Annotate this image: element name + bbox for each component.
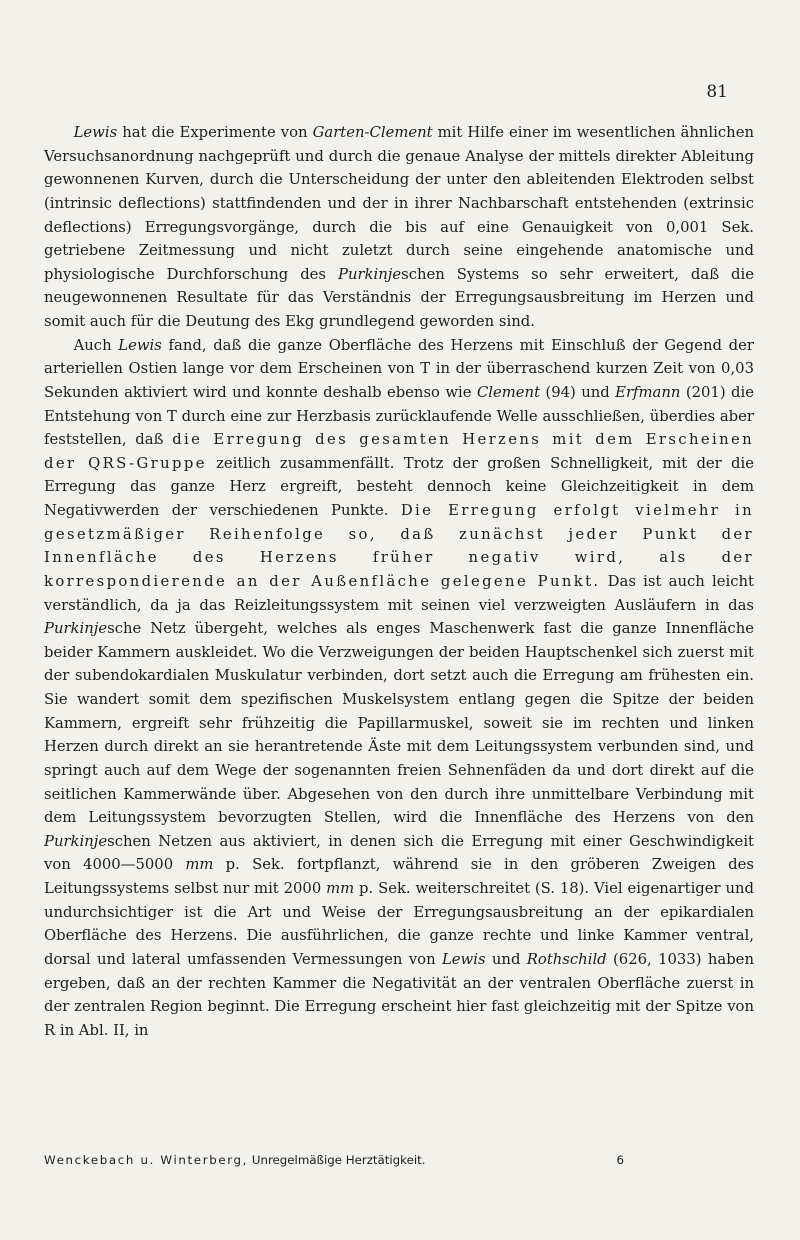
author-name: Lewis — [118, 336, 162, 354]
author-name: Garten-Clement — [312, 124, 433, 141]
author-name: Rothschild — [526, 950, 607, 968]
text-run: Auch — [73, 336, 119, 354]
text-run: (626, 1033) haben ergeben, daß an der rechten Kammer die Negativität an der ventralen Oberfläche zuerst in der zentralen Region beginnt. Die Erregung erscheint hier fast gleichzeitig mit der Spitze von R in Abl. II, in — [44, 950, 754, 1039]
page-number: 81 — [706, 82, 728, 102]
footer-citation — [44, 1153, 426, 1167]
author-name: Purkinje — [44, 832, 108, 850]
paragraph-2 — [44, 334, 754, 1043]
text-run: (94) und — [540, 383, 616, 401]
footer-title: Unregelmäßige Herztätigkeit. — [251, 1153, 426, 1167]
text-run: mit Hilfe einer im wesentlichen ähnlichen Versuchsanordnung nachgeprüft und durch die genaue Analyse der mittels direkter Ableitung gewonnenen Kurven, durch die Unterscheidung der unter den ableitenden Elektroden selbst (intrinsic deflections) stattfindenden und der in ihrer Nachbarschaft entstehenden (extrinsic deflections) Erregungsvorgänge, durch die bis auf eine Genauigkeit von 0,001 Sek. getriebene Zeitmessung und nicht zuletzt durch seine eingehende anatomische und physiologische Durchforschung des — [44, 124, 754, 283]
text-run: p. Sek. weiterschreitet (S. 18). Viel eigenartiger und undurchsichtiger ist die Art und Weise der Erregungsausbreitung an der epikardialen Oberfläche des Herzens. Die ausführlichen, die ganze rechte und linke Kammer ventral, dorsal und lateral umfassenden Vermessungen von — [44, 880, 754, 968]
author-name: Purkinje — [338, 265, 402, 283]
author-name: Lewis — [441, 950, 486, 968]
text-run: p. Sek. fortpflanzt, während sie in den gröberen Zweigen des Leitungssystems selbst nur mit 2000 — [44, 856, 754, 897]
text-run: schen Netzen aus aktiviert, in denen sich die Erregung mit einer Geschwindigkeit von 4000—5000 — [44, 832, 754, 874]
author-name: Lewis — [73, 124, 118, 141]
text-run: (201) die Entstehung von T durch eine zur Herzbasis zurücklaufende Welle ausschließen, überdies aber feststellen, daß — [44, 383, 754, 449]
paragraph-1 — [44, 121, 754, 334]
text-run: schen Systems so sehr erweitert, daß die neugewonnenen Resultate für das Verständnis der Erregungsausbreitung im Herzen und somit auch für die Deutung des Ekg grundlegend geworden sind. — [44, 265, 755, 330]
author-name: Erfmann — [615, 383, 681, 401]
text-run: Das ist auch leicht verständlich, da ja das Reizleitungssystem mit seinen viel verzweigten Ausläufern in das — [44, 572, 754, 614]
text-run: hat die Experimente von — [117, 124, 313, 141]
emphasized-text: die Erregung des gesamten Herzens mit dem Erscheinen der QRS-Gruppe — [44, 431, 755, 472]
text-run: zeitlich zusammenfällt. Trotz der großen Schnelligkeit, mit der die Erregung das ganze Herz ergreift, besteht dennoch keine Gleichzeitigkeit in dem Negativwerden der verschiedenen Punkte. — [44, 454, 754, 519]
text-run: und — [485, 950, 527, 968]
unit: mm — [326, 880, 355, 897]
body-text — [44, 121, 754, 1042]
author-name: Clement — [476, 383, 541, 401]
footer — [44, 1153, 624, 1167]
footer-signature: 6 — [616, 1153, 624, 1167]
text-run: sche Netz übergeht, welches als enges Maschenwerk fast die ganze Innenfläche beider Kammern auskleidet. Wo die Verzweigungen der beiden Hauptschenkel sich zuerst mit der subendokardialen Muskulatur verbinden, dort setzt auch die Erregung am frühesten ein. Sie wandert somit dem spezifischen Muskelsystem entlang gegen die Spitze der beiden Kammern, ergreift sehr frühzeitig die Papillarmuskel, soweit sie im rechten und linken Herzen durch direkt an sie herantretende Äste mit dem Leitungssystem verbunden sind, und springt auch auf dem Wege der sogenannten freien Sehnenfäden da und dort direkt auf die seitlichen Kammerwände über. Abgesehen von den durch ihre unmittelbare Verbindung mit dem Leitungssystem bevorzugten Stellen, wird die Innenfläche des Herzens von den — [44, 620, 754, 827]
unit: mm — [185, 856, 214, 874]
emphasized-text: Die Erregung erfolgt vielmehr in gesetzmäßiger Reihenfolge so, daß zunächst jeder Punkt der Innenfläche des Herzens früher negativ wird, als der korrespondierende an der Außenfläche gelegene Punkt. — [44, 502, 754, 590]
author-name: Purkinje — [44, 620, 108, 638]
text-run: fand, daß die ganze Oberfläche des Herzens mit Einschluß der Gegend der arteriellen Ostien lange vor dem Erscheinen von T in der überraschend kurzen Zeit von 0,03 Sekunden aktiviert wird und konnte deshalb ebenso wie — [44, 336, 754, 401]
footer-authors: Wenckebach u. Winterberg, — [44, 1153, 249, 1167]
